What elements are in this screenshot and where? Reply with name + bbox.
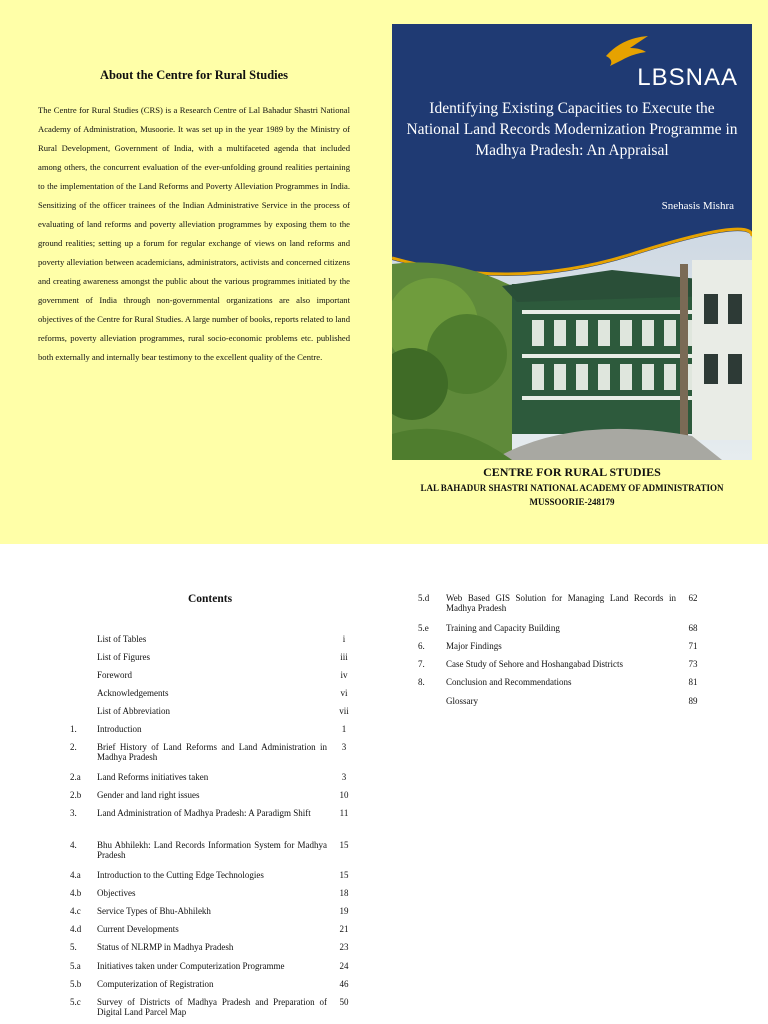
toc-number: 3. — [70, 808, 77, 818]
toc-number: 5.e — [418, 623, 429, 633]
toc-page-number: i — [342, 634, 346, 644]
toc-title: Service Types of Bhu-Abhilekh — [97, 906, 211, 916]
toc-title: Introduction to the Cutting Edge Technologies — [97, 870, 264, 880]
toc-title: Status of NLRMP in Madhya Pradesh — [97, 942, 234, 952]
lbsnaa-logo — [598, 32, 738, 92]
toc-title: Acknowledgements — [97, 688, 169, 698]
toc-title: Training and Capacity Building — [446, 623, 560, 633]
toc-number: 1. — [70, 724, 77, 734]
toc-number: 5.c — [70, 997, 81, 1007]
toc-page-number: 10 — [339, 790, 349, 800]
toc-page-number: 11 — [339, 808, 349, 818]
toc-page-number: 23 — [339, 942, 349, 952]
academy-name: LAL BAHADUR SHASTRI NATIONAL ACADEMY OF ADMINISTRATION — [420, 483, 724, 493]
toc-page-number: 3 — [341, 772, 347, 782]
toc-page-number: 3 — [341, 742, 347, 752]
toc-page-number: vii — [339, 706, 349, 716]
book-author: Snehasis Mishra — [661, 200, 734, 212]
toc-title: Conclusion and Recommendations — [446, 677, 572, 687]
toc-page-number: 19 — [339, 906, 349, 916]
toc-number: 7. — [418, 659, 425, 669]
toc-page-number: 1 — [341, 724, 347, 734]
logo-wordmark: LBSNAA — [637, 64, 738, 91]
toc-title: List of Abbreviation — [97, 706, 170, 716]
toc-title: Bhu Abhilekh: Land Records Information System for Madhya Pradesh — [97, 840, 327, 860]
front-cover — [392, 24, 752, 460]
toc-title: Introduction — [97, 724, 142, 734]
toc-page-number: 15 — [339, 840, 349, 850]
toc-number: 6. — [418, 641, 425, 651]
toc-number: 2.b — [70, 790, 82, 800]
toc-title: Initiatives taken under Computerization Programme — [97, 961, 285, 971]
toc-number: 5.d — [418, 593, 430, 603]
bird-emblem-icon — [602, 34, 652, 68]
academy-address: MUSSOORIE-248179 — [529, 497, 615, 507]
toc-title: Case Study of Sehore and Hoshangabad Districts — [446, 659, 623, 669]
about-body: The Centre for Rural Studies (CRS) is a Research Centre of Lal Bahadur Shastri National Academy of Administration, Musoorie. It was set up in the year 1989 by the Ministry of Rural Development, Government of India, with a multifaceted agenda that included among others, the concurrent evaluation of the ever-unfolding ground realities pertaining to the implementation of the Land Reforms and Poverty Alleviation Programmes in India. Sensitizing of the officer trainees of the Indian Administrative Service in the process of evaluating of land reforms and poverty alleviation programmes by exposing them to the ground realities; setting up a forum for regular exchange of views on land reforms and poverty alleviation between academicians, administrators, activists and concerned citizens and creating awareness amongst the public about the various programmes initiated by the government of India through non-governmental organizations are also important objectives of the Centre for Rural Studies. A large number of books, reports related to land reforms, poverty alleviation programmes, rural socio-economic problems etc. published both externally and internally bear testimony to the excellent quality of the Centre. — [38, 105, 350, 362]
toc-page-number: 81 — [688, 677, 698, 687]
toc-page-number: iii — [340, 652, 348, 662]
toc-number: 5. — [70, 942, 77, 952]
about-section — [38, 68, 350, 367]
book-title: Identifying Existing Capacities to Execute the National Land Records Modernization Programme in Madhya Pradesh: An Appraisal — [406, 100, 738, 159]
toc-page-number: 18 — [339, 888, 349, 898]
toc-title: List of Tables — [97, 634, 147, 644]
toc-page-number: 68 — [688, 623, 698, 633]
toc-title: Brief History of Land Reforms and Land Administration in Madhya Pradesh — [97, 742, 327, 762]
toc-title: Foreword — [97, 670, 132, 680]
toc-number: 4. — [70, 840, 77, 850]
toc-title: Current Developments — [97, 924, 179, 934]
toc-number: 8. — [418, 677, 425, 687]
toc-number: 5.a — [70, 961, 81, 971]
toc-page-number: 15 — [339, 870, 349, 880]
toc-number: 4.d — [70, 924, 82, 934]
toc-page-number: 89 — [688, 696, 698, 706]
toc-page-number: 21 — [339, 924, 349, 934]
toc-page-number: 46 — [339, 979, 349, 989]
contents-heading: Contents — [187, 593, 233, 605]
toc-title: Survey of Districts of Madhya Pradesh and Preparation of Digital Land Parcel Map — [97, 997, 327, 1017]
about-heading: About the Centre for Rural Studies — [99, 68, 289, 82]
toc-title: Land Reforms initiatives taken — [97, 772, 209, 782]
toc-title: List of Figures — [97, 652, 150, 662]
toc-number: 4.b — [70, 888, 82, 898]
toc-title: Computerization of Registration — [97, 979, 214, 989]
toc-page-number: iv — [340, 670, 348, 680]
toc-number: 4.c — [70, 906, 81, 916]
toc-page-number: 24 — [339, 961, 349, 971]
toc-title: Major Findings — [446, 641, 502, 651]
toc-number: 4.a — [70, 870, 81, 880]
toc-page-number: 71 — [688, 641, 698, 651]
centre-name: CENTRE FOR RURAL STUDIES — [483, 465, 661, 479]
toc-number: 2. — [70, 742, 77, 752]
toc-title: Objectives — [97, 888, 136, 898]
toc-title: Web Based GIS Solution for Managing Land Records in Madhya Pradesh — [446, 593, 676, 613]
toc-title: Glossary — [446, 696, 478, 706]
toc-page-number: 62 — [688, 593, 698, 603]
toc-number: 2.a — [70, 772, 81, 782]
toc-title: Land Administration of Madhya Pradesh: A Paradigm Shift — [97, 808, 311, 818]
toc-page-number: vi — [340, 688, 348, 698]
toc-page-number: 50 — [339, 997, 349, 1007]
toc-number: 5.b — [70, 979, 82, 989]
toc-page-number: 73 — [688, 659, 698, 669]
toc-title: Gender and land right issues — [97, 790, 200, 800]
